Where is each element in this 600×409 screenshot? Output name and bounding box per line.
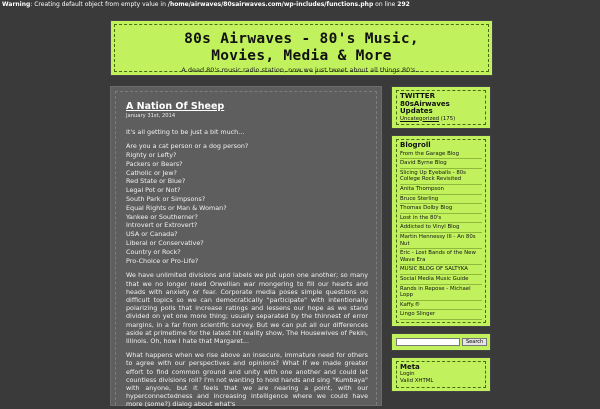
site-tagline: A dead 80's music radio station, now we just tweet about all things 80's... <box>181 66 422 74</box>
meta-heading: Meta <box>400 362 420 371</box>
question-item: USA or Canada? <box>126 230 178 239</box>
blogroll-frame <box>396 139 486 323</box>
search-button[interactable]: Search <box>462 338 487 346</box>
warning-text: : Creating default object from empty value in <box>30 1 168 8</box>
blogroll-link[interactable]: Martin Hennessy III - An 80s Nut <box>400 233 482 249</box>
search-form <box>396 337 486 347</box>
question-item: Introvert or Extrovert? <box>126 221 198 230</box>
blogroll-widget <box>391 135 491 327</box>
question-item: Country or Rock? <box>126 247 181 256</box>
search-widget <box>391 333 491 351</box>
question-item: Yankee or Southerner? <box>126 212 198 221</box>
post-intro: It's all getting to be just a bit much... <box>126 128 245 136</box>
post-paragraph-2: What happens when we rise above an insecure, immature need for others to agree with our perspectives and opinions? What if we made greater effort to find common ground and unity with one another and could let countless divisions roll? I'm not wanting to hold hands and sing "Kumbaya" with anyone, but it feels that we are nearing a point, with our hyperconnectedness and increasing intelligence where we could have more (some?) dialog about what's <box>126 351 368 409</box>
post <box>115 91 377 409</box>
post-title-link[interactable]: A Nation Of Sheep <box>126 101 225 112</box>
question-item: Equal Rights or Man & Woman? <box>126 203 227 212</box>
sidebar <box>391 86 491 398</box>
warning-line: 292 <box>397 1 410 8</box>
warning-label: Warning <box>2 1 31 8</box>
twitter-widget-frame <box>396 90 486 125</box>
twitter-heading <box>400 93 482 116</box>
question-item: Liberal or Conservative? <box>126 238 204 247</box>
blogroll-link[interactable]: Slicing Up Eyeballs - 80s College Rock Revisited <box>400 169 482 185</box>
search-input[interactable] <box>396 338 460 346</box>
warning-line-text: on line <box>373 1 398 8</box>
meta-frame <box>396 361 486 388</box>
blogroll-link[interactable]: Social Media Music Guide <box>400 275 482 285</box>
question-item: Legal Pot or Not? <box>126 186 181 195</box>
blogroll-link[interactable]: Lingo Slinger <box>400 310 482 320</box>
blogroll-link[interactable]: From the Garage Blog <box>400 150 482 160</box>
blogroll-link[interactable]: Lost in the 80's <box>400 214 482 224</box>
blogroll-link[interactable]: Kaffy.® <box>400 301 482 311</box>
blogroll-link[interactable]: Addicted to Vinyl Blog <box>400 223 482 233</box>
question-item: Pro-Choice or Pro-Life? <box>126 256 199 265</box>
blogroll-heading: Blogroll <box>400 141 431 150</box>
category-count: (175) <box>439 115 456 122</box>
blogroll-link[interactable]: David Byrne Blog <box>400 159 482 169</box>
twitter-heading-line2: 80sAirwaves Updates <box>400 99 450 115</box>
warning-path: /home/airwaves/80sairwaves.com/wp-includes/functions.php <box>167 1 374 8</box>
blogroll-link[interactable]: Thomas Dolby Blog <box>400 204 482 214</box>
category-item <box>400 116 482 123</box>
post-date: January 31st, 2014 <box>126 113 176 119</box>
post-paragraph-1: We have unlimited divisions and labels we put upon one another; so many that we no longer need Orwellian war mongering to fill our hearts and heads with anxiety or fear. Corporate media poses simple questions on difficult topics so we can democratically "participate" with intentionally polarizing polls that increase ratings and lessens our hope as we stand divided on yet one more thing; usually separated by the thinnest of error margins, in a far from scientific survey. But we can put all our differences aside at primetime for the latest hit reality show, The Housewives of Pekin, Illinois. Oh, how I hate that Margaret... <box>126 271 368 345</box>
site-title-link[interactable] <box>115 31 488 65</box>
question-item: Packers or Bears? <box>126 159 183 168</box>
blogroll-link[interactable]: MUSIC BLOG OF SALTYKA <box>400 265 482 275</box>
blogroll-link[interactable]: Eric - Lost Bands of the New Wave Era <box>400 249 482 265</box>
blogroll-link[interactable]: Rands in Repose - Michael Lopp <box>400 285 482 301</box>
twitter-heading-line1: TWITTER <box>400 92 435 100</box>
question-item: Righty or Lefty? <box>126 151 177 159</box>
blogroll-link[interactable]: Bruce Sterling <box>400 195 482 205</box>
meta-widget <box>391 357 491 392</box>
blogroll-link[interactable]: Anita Thompson <box>400 185 482 195</box>
meta-xhtml-link[interactable]: Valid XHTML <box>400 377 434 384</box>
twitter-widget <box>391 86 491 129</box>
question-item: South Park or Simpsons? <box>126 194 206 203</box>
site-title-line2: Movies, Media & More <box>211 48 392 64</box>
question-item: Red State or Blue? <box>126 177 186 186</box>
header-frame <box>114 24 489 72</box>
category-link-uncategorized[interactable]: Uncategorized <box>400 115 440 122</box>
site-title-line1: 80s Airwaves - 80's Music, <box>184 31 419 47</box>
question-item: Are you a cat person or a dog person? <box>126 142 249 151</box>
main-content <box>110 86 382 409</box>
site-header <box>110 20 493 76</box>
php-warning <box>2 1 410 8</box>
post-body <box>126 128 368 409</box>
question-list <box>126 142 368 265</box>
meta-login-link[interactable]: Login <box>400 371 415 378</box>
question-item: Catholic or Jew? <box>126 168 177 177</box>
